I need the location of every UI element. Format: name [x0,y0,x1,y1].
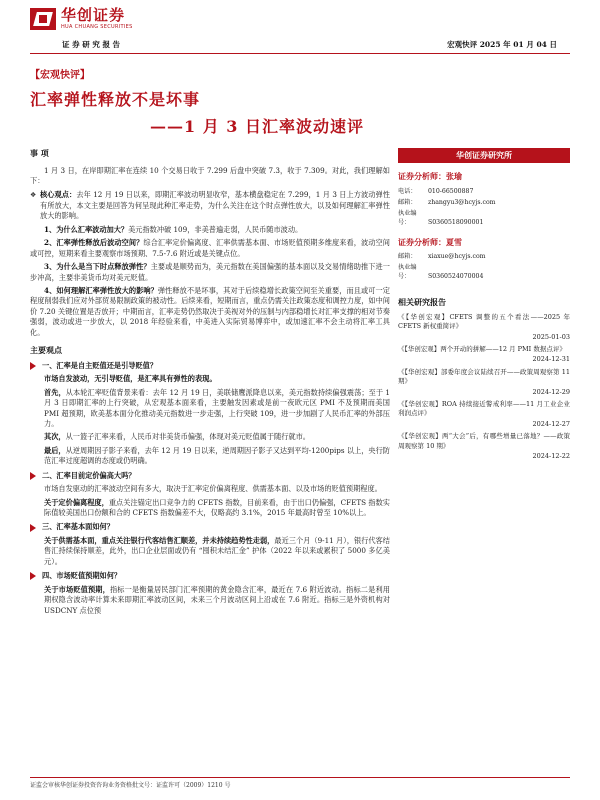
view-title [30,571,390,581]
main-views-heading: 主要观点 [30,346,62,356]
footer-text: 证监会审核华创证券投资咨询业务资格批文号：证监许可（2009）1210 号 [30,782,231,789]
event-item-answer: 主要或是顺势而为，美元指数在美国偏强的基本面以及交易情绪助推下进一步冲高，主要非美货币均对美元贬值。 [30,262,390,282]
event-item [30,262,390,283]
main-column [30,148,390,619]
view-paragraph-text: 重点关注锚定出口竞争力的 CFETS 指数，目前来看，由于出口仍偏强，CFETS 指数实际值较美国出口份额和合的 CFETS 指数偏差不大，仅略高约 3.1%，2015 年最高时曾至 10%以上。 [44,497,390,517]
core-view-text: 去年 12 月 19 日以来，即期汇率波动明显收窄，基本横盘稳定在 7.299，1 月 3 日上方波动弹性有所放大，本文主要是回答为何呈现此种汇率走势，为什么关注在这个时点弹性放大，以及如何理解汇率弹性放大的影响。 [40,190,390,221]
brand-name-en: HUA CHUANG SECURITIES [61,24,133,30]
analyst-email-value: zhangyu3@hcyjs.com [428,198,496,206]
diamond-bullet-icon: ❖ [30,190,37,200]
related-report-date: 2024-12-27 [532,419,570,428]
brand-logo-block [30,7,133,31]
view-title-text: 二、汇率目前定价偏高大吗？ [42,470,136,480]
header-divider [30,53,570,54]
analyst-name: 证券分析师：夏雪 [398,236,462,247]
event-item-question: 3、为什么是当下时点释放弹性？ [44,262,151,272]
analyst-license-label: 执业编号： [398,209,417,226]
spacer [398,230,570,235]
analyst-email-label: 邮箱： [398,253,417,261]
view-title [30,361,390,371]
related-report-date: 2024-12-22 [532,452,570,461]
event-item [30,286,390,338]
event-item-answer: 弹性释放不是坏事，其对于后续稳增长政策空间至关重要，而且或可一定程度削弱我们应对外部贸易限制政策的被动性。后续来看，短期而言，重点仍需关注政策态度和调控力度，如中间价 7.20 关键位置是否放开；中期而言，汇率走势仍然取决于美视对外的压制与内部稳增长对汇率支撑的相对节奏强弱，波动或进一步放大，以 2018 年经验来看，中美进入实际贸易博弈中，或加速汇率不会主动将汇率工具化。 [30,285,390,337]
report-tag: 【宏观快评】 [30,70,90,81]
related-report-title: 《【华创宏观】ROA 持续接近警戒利率——11 月工业企业利润点评》 [398,400,570,418]
analyst-phone-value: 010-66500887 [428,187,474,195]
report-type: 证 券 研 究 报 告 [62,40,121,49]
related-list [398,313,570,462]
related-report-date: 2024-12-29 [532,387,570,396]
analyst-license-value: S0360524070004 [428,273,484,281]
event-item [30,238,390,259]
analyst-email [398,199,570,208]
footer-divider [30,777,570,778]
view-title [30,522,390,532]
analyst-list [398,171,570,289]
arrow-right-icon [30,524,36,532]
event-items [30,225,390,338]
events-heading: 事 项 [30,149,49,158]
view-paragraph [30,484,390,494]
event-item-question: 4、如何理解汇率弹性放大的影响？ [44,285,158,295]
arrow-right-icon [30,362,36,370]
view-paragraph-lead: 关于市场贬值预期， [44,584,110,594]
events-intro: 1 月 3 日，在岸即期汇率在连续 10 个交易日收于 7.299 后盘中突破 7.3，收于 7.309。对此，我们理解如下： [30,165,390,186]
view-paragraph [30,432,390,442]
report-date: 宏观快评 2025 年 01 月 04 日 [447,40,557,49]
related-report-title: 《【华创宏观】CFETS 调整的五个看法——2025 年 CFETS 新权重简评》 [398,312,570,331]
related-report-date: 2024-12-31 [532,355,570,364]
event-item [30,225,390,235]
analyst-name: 证券分析师：张瑜 [398,171,462,181]
sidebar [398,148,570,465]
arrow-right-icon [30,472,36,480]
sidebar-heading: 华创证券研究所 [398,148,570,163]
brand-logo-icon [30,8,56,30]
view-title-text: 三、汇率基本面如何？ [42,522,114,532]
analyst-license [398,264,570,282]
view-lead: 市场自发波动，无引导贬值，是汇率具有弹性的表现。 [44,374,217,384]
view-title-text: 一、汇率是自主贬值还是引导贬值？ [42,360,158,370]
related-report-title: 《【华创宏观】部委年度会议陆续召开——政策周观察第 11 期》 [398,367,570,386]
view-paragraph-text: 从本轮汇率贬值背景来看：去年 12 月 19 日，美联储鹰派降息以来，美元指数持续偏强震荡；至于 1 月 3 日即期汇率的上行突破，从宏观基本面来看，主要触发因素或是前一夜欧元区 PMI 不及预期而美国 PMI 超预期，欧美基本面分化推动美元指数进一步走强，上行突破 109，进一步加剧了人民币汇率的外部压力。 [44,387,390,428]
view-paragraph-text: 指标一是衡量居民部门汇率预期的黄金隐含汇率，最近在 7.6 附近波动。指标二是利用期权隐含波动率计算未来即期汇率波动区间，未来三个月波动区间上沿或在 7.6 附近。指标三是外资机构对 USDCNY 点位预 [44,584,390,615]
view-paragraph-text: 从逆周期因子影子来看，去年 12 月 19 日以来，逆周期因子影子又达到平均-1200pips 以上，央行防范汇率过度超调的态度或仍明确。 [44,445,390,466]
view-paragraph-text: 从一篮子汇率来看，人民币对非美货币偏强，体现对美元贬值属于随行就市。 [65,432,310,442]
analyst-phone-label: 电话： [398,187,417,195]
view-paragraph-text: 市场自发驱动的汇率波动空间有多大，取决于汇率定价偏离程度、供需基本面、以及市场的贬值预期程度。 [44,484,382,494]
analyst-license [398,210,570,228]
related-report-title: 《【华创宏观】两个开动的拼解——12 月 PMI 数据点评》 [398,344,566,353]
related-heading: 相关研究报告 [398,297,446,308]
view-title-text: 四、市场贬值预期如何？ [42,571,122,581]
main-views [30,361,390,616]
page-title: 汇率弹性释放不是坏事 [30,90,201,109]
view-title [30,471,390,481]
view-paragraph-lead: 其次， [44,432,66,442]
arrow-right-icon [30,572,36,580]
event-item-question: 1、为什么汇率波动加大？ [44,224,129,234]
view-paragraph-lead: 关于供需基本面，重点关注银行代客结售汇顺差，并未持续趋势性走弱， [44,535,275,545]
analyst-email-value: xiaxue@hcyjs.com [428,253,486,261]
view-paragraph [30,585,390,616]
view-paragraph [30,446,390,467]
view-paragraph-lead: 最后， [44,445,66,455]
analyst-license-label: 执业编号： [398,264,417,281]
analyst-phone [398,188,570,197]
event-item-question: 2、汇率弹性释放后波动空间？ [44,238,144,248]
core-view [30,190,390,221]
related-report-date: 2025-01-03 [532,332,570,341]
view-paragraph [30,388,390,430]
event-item-answer: 美元指数冲破 109，非美普遍走弱，人民币随市波动。 [128,224,303,234]
view-paragraph [30,498,390,519]
analyst-email [398,253,570,262]
analyst-email-label: 邮箱： [398,198,417,206]
view-paragraph-text: 最近三个月（9-11 月），银行代客结售汇持续保持顺差，此外，出口企业层面或仍有 “囤积未结汇金” 护体（2022 年以来或累积了 5000 多亿美元）。 [44,535,390,566]
brand-name-cn: 华创证券 [61,6,126,24]
view-paragraph-lead: 关于定价偏离程度， [44,497,109,507]
related-report-title: 《【华创宏观】两“大会”后，有哪些增量已落地？——政策周观察第 10 期》 [398,432,570,450]
core-view-label: 核心观点： [40,190,77,200]
spacer [398,284,570,289]
event-item-answer: 综合汇率定价偏离度、汇率供需基本面、市场贬值预期多维度来看，波动空间或可控，短期来看主要观察市场预期、7.5-7.6 附近或是关键点位。 [30,238,390,258]
analyst-license-value: S0360518090001 [428,218,484,226]
page-subtitle: ——1 月 3 日汇率波动速评 [150,117,364,136]
view-paragraph-lead: 首先， [44,387,66,397]
view-paragraph [30,536,390,567]
